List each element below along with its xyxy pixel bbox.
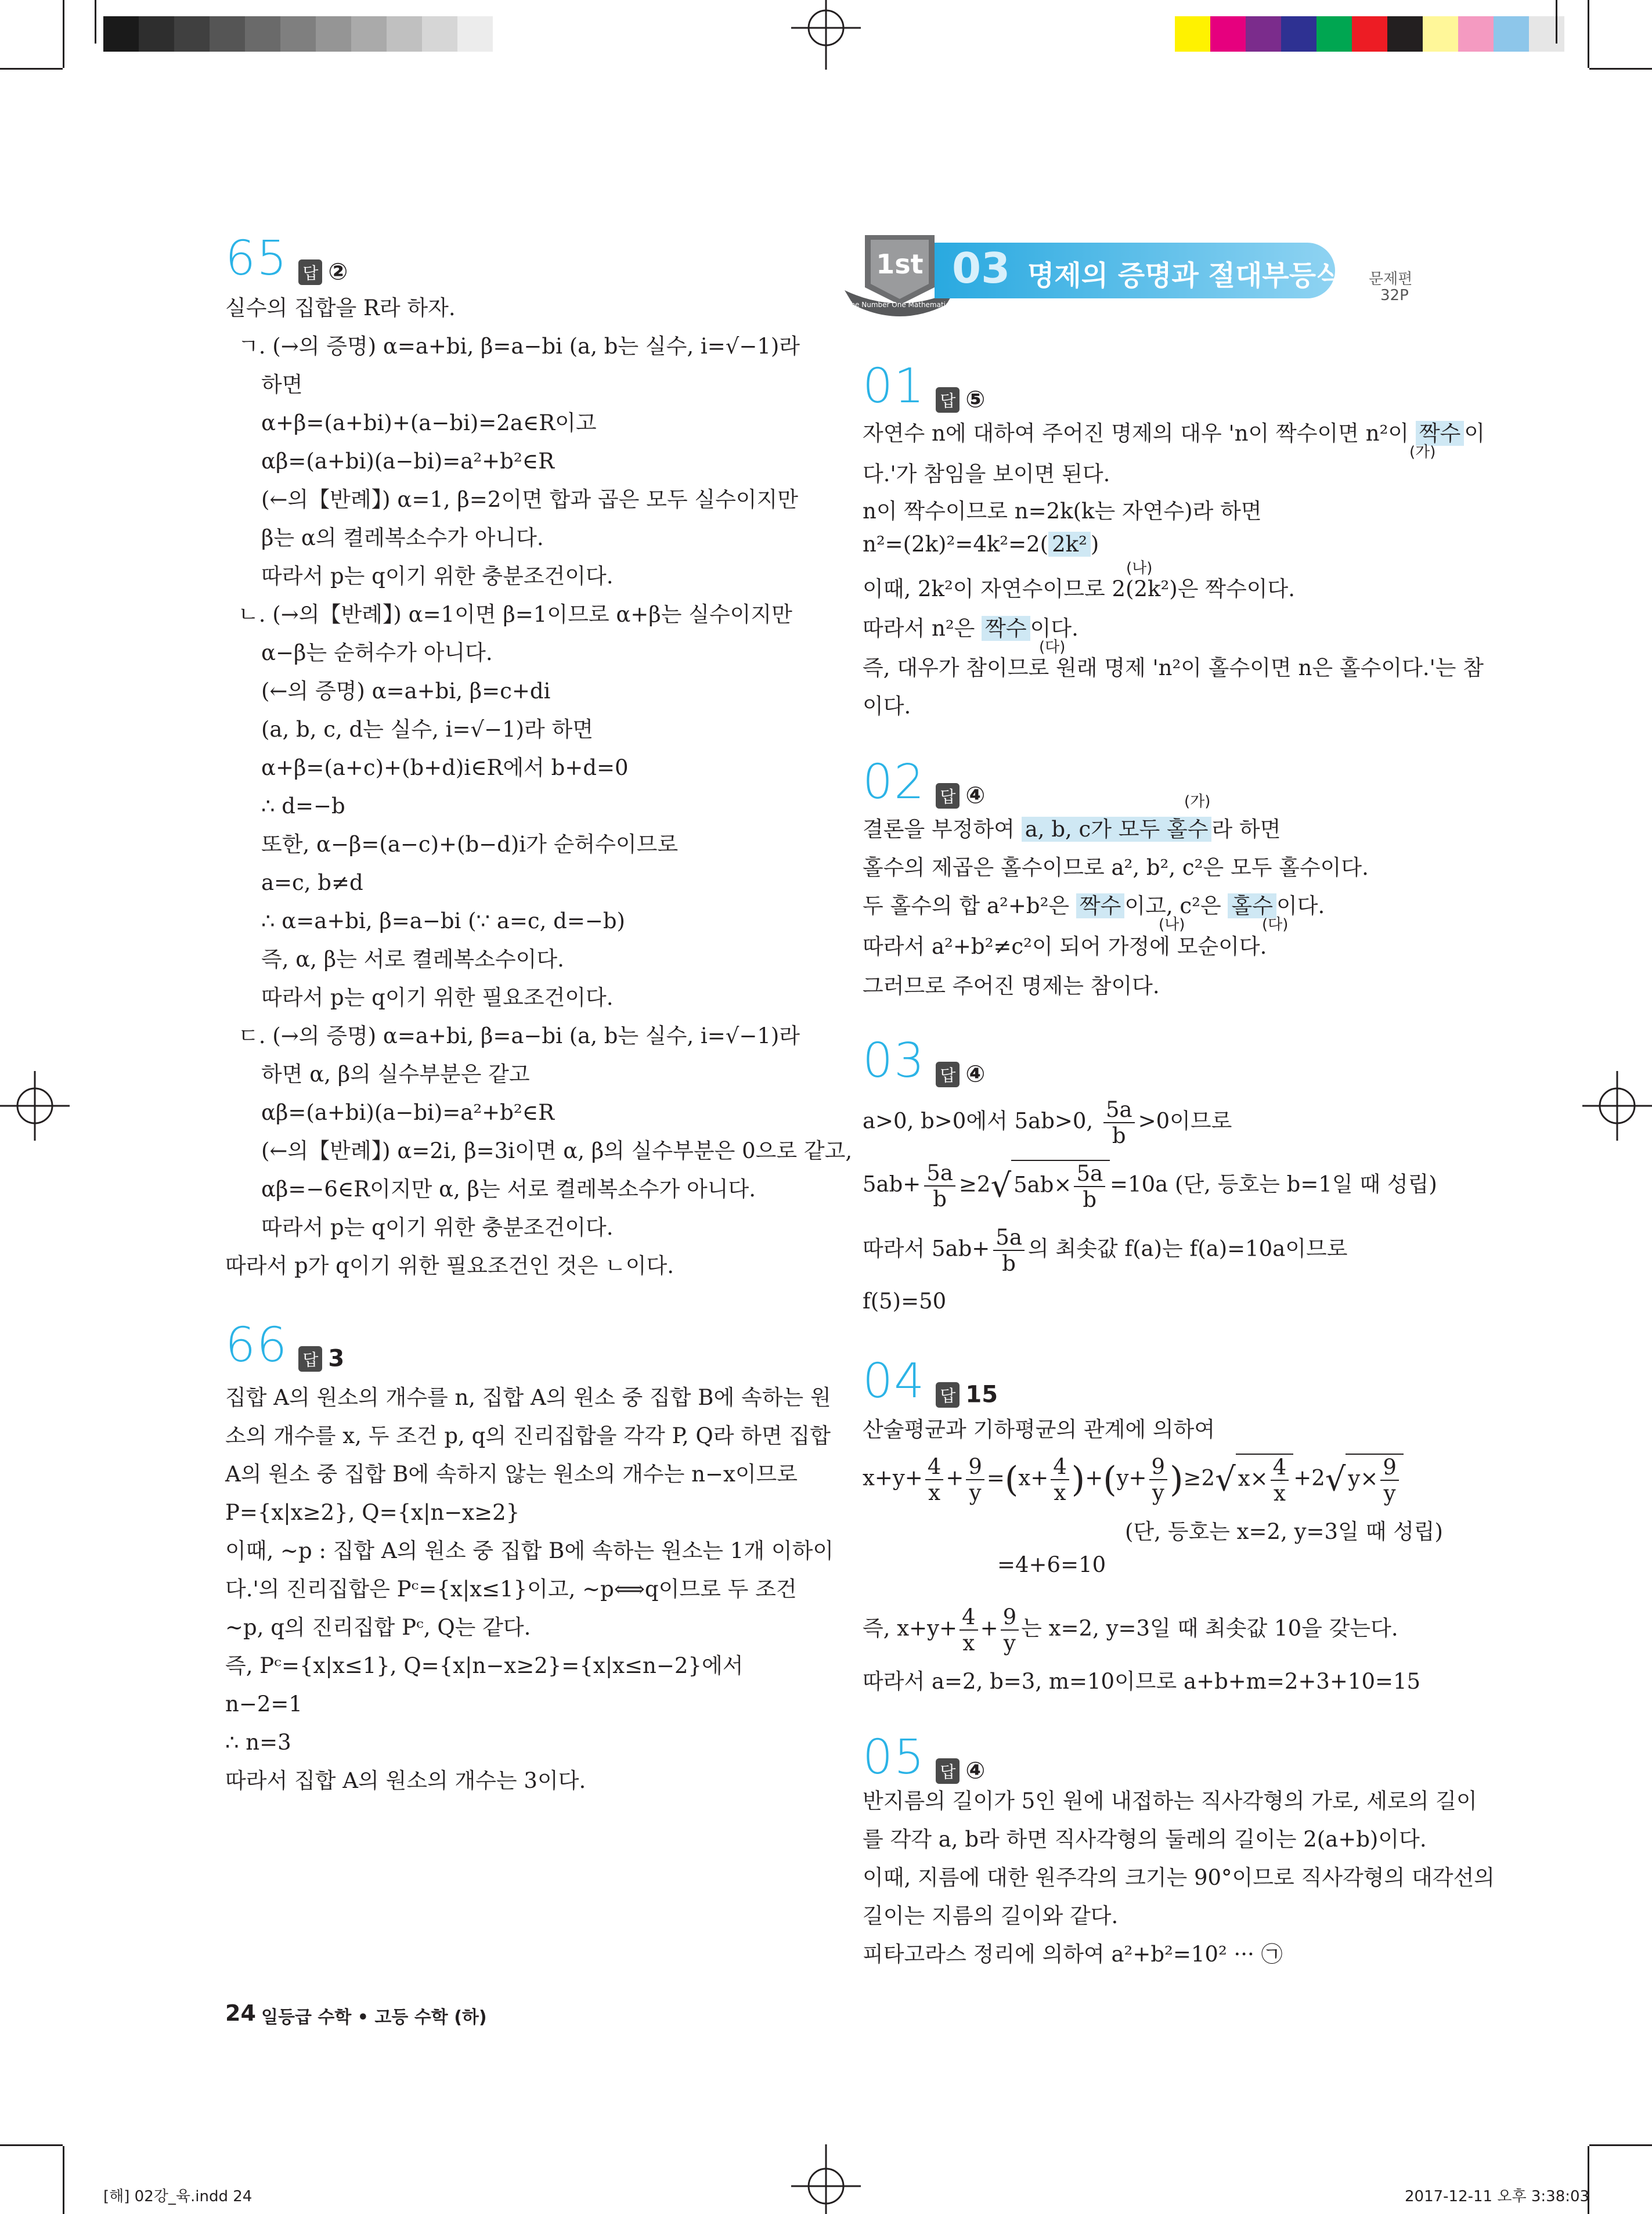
denominator: x [1054, 1480, 1066, 1505]
text-line: 실수의 집합을 R라 하자. [225, 295, 456, 320]
answer-value: 15 [965, 1381, 998, 1408]
question-05-solution [863, 1782, 1495, 1974]
fraction [1103, 1097, 1135, 1148]
question-number: 66 [225, 1318, 288, 1373]
text-line [863, 532, 1099, 557]
answer-value: ⑤ [965, 386, 986, 413]
text-segment: +2 [1293, 1465, 1325, 1491]
text-line: α−β는 순허수가 아니다. [261, 640, 493, 665]
color-swatch [1316, 16, 1352, 52]
highlighted-answer: 홀수 [1228, 893, 1276, 918]
formula-line [863, 1097, 1232, 1148]
text-line: α+β=(a+bi)+(a−bi)=2a∈R이고 [261, 410, 597, 435]
text-line: 소의 개수를 x, 두 조건 p, q의 진리집합을 각각 P, Q라 하면 집합 [225, 1423, 831, 1448]
text-segment: 이다. [1276, 893, 1325, 918]
text-line: 이때, 지름에 대한 원주각의 크기는 90°이므로 직사각형의 대각선의 [863, 1865, 1495, 1890]
gray-swatch [387, 16, 422, 52]
text-line: (단, 등호는 x=2, y=3일 때 성립) [1125, 1519, 1443, 1544]
fraction [1001, 1604, 1019, 1656]
gray-swatch [245, 16, 280, 52]
question-65-header [225, 231, 348, 286]
crop-mark [0, 68, 63, 70]
radical-sign: √ [1215, 1461, 1236, 1499]
question-02-header [863, 755, 985, 810]
answer-value: 3 [328, 1345, 345, 1372]
text-line: 즉, 대우가 참이므로 원래 명제 'n²이 홀수이면 n은 홀수이다.'는 참 [863, 655, 1484, 680]
color-swatch [1175, 16, 1210, 52]
text-segment: = [986, 1465, 1005, 1491]
text-line: 따라서 a²+b²≠c²이 되어 가정에 모순이다. [863, 934, 1267, 959]
denominator: y [1152, 1480, 1164, 1505]
radicand [1236, 1454, 1293, 1506]
question-04-header [863, 1354, 998, 1409]
text-line: 반지름의 길이가 5인 원에 내접하는 직사각형의 가로, 세로의 길이 [863, 1788, 1477, 1813]
text-line: ㄱ. (→의 증명) α=a+bi, β=a−bi (a, b는 실수, i=√−1)라 [238, 334, 800, 359]
text-line: ㄴ. (→의【반례】) α=1이면 β=1이므로 α+β는 실수이지만 [238, 602, 792, 627]
crop-mark [1588, 0, 1589, 68]
formula-line [863, 1454, 1404, 1506]
text-line: 따라서 집합 A의 원소의 개수는 3이다. [225, 1768, 586, 1793]
crop-mark [63, 2146, 64, 2214]
text-line: 홀수의 제곱은 홀수이므로 a², b², c²은 모두 홀수이다. [863, 855, 1369, 880]
crop-mark [1556, 0, 1557, 44]
page-reference-number: 32P [1380, 287, 1409, 304]
crop-mark [63, 0, 64, 68]
text-segment: × [1360, 1466, 1379, 1491]
fraction [993, 1225, 1025, 1276]
color-swatch [1529, 16, 1564, 52]
numerator: 4 [925, 1454, 944, 1480]
book-title: 일등급 수학 • 고등 수학 (하) [261, 2007, 487, 2028]
paren: ( [1103, 1459, 1117, 1500]
text-segment: y [1348, 1466, 1361, 1491]
denominator: b [1083, 1187, 1097, 1212]
text-line: 다.'가 참임을 보이면 된다. [863, 461, 1110, 486]
page-reference-label: 문제편 [1369, 271, 1413, 288]
paren: ( [1004, 1459, 1019, 1500]
radical-sign: √ [990, 1167, 1012, 1205]
question-65-solution [225, 289, 853, 1285]
question-number: 65 [225, 231, 288, 286]
crop-mark [0, 2144, 63, 2146]
text-segment: 따라서 n²은 [863, 616, 975, 641]
numerator: 5a [993, 1225, 1025, 1251]
blank-label: (가) [1184, 793, 1211, 810]
text-line: ~p, q의 진리집합 Pᶜ, Q는 같다. [225, 1615, 531, 1640]
fraction [1380, 1455, 1399, 1506]
blank-label: (나) [1126, 560, 1153, 577]
color-swatch [1494, 16, 1529, 52]
color-swatch [1458, 16, 1494, 52]
emblem-subtext: The Number One Mathematics [846, 301, 953, 309]
question-number: 02 [863, 755, 926, 810]
fraction [960, 1604, 978, 1656]
radical-sign: √ [1325, 1461, 1346, 1499]
gray-swatch [280, 16, 316, 52]
text-segment: ≥2 [958, 1171, 991, 1197]
numerator: 4 [960, 1604, 978, 1631]
text-segment: + [946, 1465, 964, 1491]
denominator: x [962, 1631, 975, 1656]
text-line: 피타고라스 정리에 의하여 a²+b²=10² ··· ㉠ [863, 1942, 1283, 1967]
text-segment: 두 홀수의 합 a²+b²은 [863, 893, 1070, 918]
numerator: 9 [1001, 1604, 1019, 1631]
text-line: 이때, ~p : 집합 A의 원소 중 집합 B에 속하는 원소는 1개 이하이 [225, 1538, 834, 1563]
question-05-header [863, 1730, 985, 1785]
text-line: (←의 증명) α=a+bi, β=c+di [261, 679, 551, 704]
text-segment: + [980, 1616, 998, 1641]
numerator: 5a [1103, 1097, 1135, 1123]
text-line: 따라서 p가 q이기 위한 필요조건인 것은 ㄴ이다. [225, 1253, 674, 1278]
text-segment: x [1018, 1465, 1031, 1491]
question-01-header [863, 359, 985, 414]
chapter-number: 03 [952, 244, 1011, 293]
highlighted-answer: 2k² [1048, 532, 1091, 557]
highlighted-answer: a, b, c가 모두 홀수 [1022, 817, 1212, 842]
numerator: 5a [1074, 1161, 1105, 1187]
paren: ) [1071, 1459, 1085, 1500]
fraction [966, 1454, 984, 1505]
formula-line [863, 1604, 1398, 1656]
text-segment: 이다. [1030, 616, 1079, 641]
registration-mark-right [1582, 1071, 1652, 1141]
text-segment: 의 최솟값 f(a)는 f(a)=10a이므로 [1027, 1236, 1348, 1261]
text-segment: + [1030, 1465, 1049, 1491]
question-number: 01 [863, 359, 926, 414]
denominator: y [1383, 1481, 1396, 1506]
text-line: αβ=−6∈R이지만 α, β는 서로 켤레복소수가 아니다. [261, 1177, 756, 1202]
text-segment: 5ab+ [863, 1171, 921, 1197]
question-66-solution [225, 1379, 834, 1800]
text-segment: ) [1090, 532, 1099, 557]
text-line: 따라서 p는 q이기 위한 필요조건이다. [261, 985, 614, 1010]
text-segment: × [1250, 1466, 1268, 1491]
text-line: 즉, Pᶜ={x|x≤1}, Q={x|n−x≥2}={x|x≤n−2}에서 [225, 1653, 744, 1678]
denominator: y [969, 1480, 982, 1505]
answer-value: ④ [965, 1061, 986, 1088]
text-segment: 5ab× [1013, 1172, 1072, 1198]
text-line: 하면 [261, 372, 303, 397]
gray-swatch [316, 16, 351, 52]
text-line: 따라서 p는 q이기 위한 충분조건이다. [261, 1215, 614, 1240]
text-line: 이다. [863, 694, 911, 719]
text-line: ㄷ. (→의 증명) α=a+bi, β=a−bi (a, b는 실수, i=√−1)라 [238, 1023, 800, 1048]
crop-mark [1589, 2144, 1652, 2146]
registration-mark-bottom [791, 2144, 861, 2214]
text-line: 다.'의 진리집합은 Pᶜ={x|x≤1}이고, ~p⟺q이므로 두 조건 [225, 1577, 797, 1602]
chapter-title: 명제의 증명과 절대부등식 [1027, 259, 1343, 292]
text-line: P={x|x≥2}, Q={x|n−x≥2} [225, 1500, 520, 1525]
gray-swatch [103, 16, 139, 52]
answer-badge: 답 [936, 1758, 960, 1784]
color-swatch [1210, 16, 1246, 52]
blank-label: (가) [1409, 443, 1436, 461]
text-line: n이 짝수이므로 n=2k(k는 자연수)라 하면 [863, 499, 1262, 524]
denominator: y [1003, 1631, 1016, 1656]
answer-value: ④ [965, 1757, 986, 1784]
text-segment: x+y+ [863, 1465, 923, 1491]
text-segment: a>0, b>0에서 5ab>0, [863, 1108, 1094, 1134]
color-swatch [1352, 16, 1387, 52]
answer-value: ④ [965, 782, 986, 809]
numerator: 9 [1149, 1454, 1168, 1480]
cmyk-color-bar [1175, 16, 1564, 52]
gray-swatch [422, 16, 457, 52]
text-line: ∴ d=−b [261, 794, 345, 818]
text-line: a=c, b≠d [261, 870, 363, 895]
denominator: x [928, 1480, 940, 1505]
text-line: 이때, 2k²이 자연수이므로 2(2k²)은 짝수이다. [863, 576, 1295, 601]
text-line: A의 원소 중 집합 B에 속하지 않는 원소의 개수는 n−x이므로 [225, 1462, 798, 1487]
text-segment: n²=(2k)²=4k²=2( [863, 532, 1049, 557]
gray-swatch [351, 16, 387, 52]
question-03-header [863, 1033, 985, 1088]
color-swatch [1246, 16, 1281, 52]
gray-swatch [210, 16, 245, 52]
text-segment: 따라서 5ab+ [863, 1236, 990, 1261]
text-segment: >0이므로 [1138, 1108, 1232, 1134]
blank-label: (다) [1039, 639, 1066, 656]
text-line: 산술평균과 기하평균의 관계에 의하여 [863, 1417, 1215, 1442]
denominator: b [1002, 1251, 1016, 1276]
text-line: 또한, α−β=(a−c)+(b−d)i가 순허수이므로 [261, 832, 679, 857]
text-segment: ≥2 [1183, 1465, 1215, 1491]
gray-swatch [139, 16, 174, 52]
color-swatch [1281, 16, 1316, 52]
numerator: 4 [1051, 1454, 1069, 1480]
text-line: αβ=(a+bi)(a−bi)=a²+b²∈R [261, 1100, 554, 1125]
crop-mark [95, 0, 96, 44]
highlighted-answer: 짝수 [1076, 893, 1124, 918]
numerator: 4 [1271, 1455, 1289, 1481]
text-line: αβ=(a+bi)(a−bi)=a²+b²∈R [261, 449, 554, 474]
text-segment: + [1128, 1465, 1147, 1491]
text-line: 즉, α, β는 서로 켤레복소수이다. [261, 947, 564, 972]
registration-mark-left [0, 1071, 70, 1141]
fraction [924, 1160, 955, 1211]
answer-badge: 답 [936, 1382, 960, 1408]
formula-line [863, 1160, 1437, 1212]
color-swatch [1423, 16, 1458, 52]
text-line [863, 812, 1281, 843]
text-segment: x [1238, 1466, 1250, 1491]
blank-label: (나) [1159, 916, 1185, 933]
question-number: 04 [863, 1354, 926, 1409]
numerator: 5a [924, 1160, 955, 1187]
gray-color-bar [103, 16, 493, 52]
text-segment: 즉, x+y+ [863, 1616, 958, 1641]
answer-badge: 답 [936, 1062, 960, 1087]
numerator: 9 [1380, 1455, 1399, 1481]
text-line: 를 각각 a, b라 하면 직사각형의 둘레의 길이는 2(a+b)이다. [863, 1827, 1427, 1852]
text-line: f(5)=50 [863, 1289, 947, 1314]
gray-swatch [457, 16, 493, 52]
fraction [1149, 1454, 1168, 1505]
answer-badge: 답 [298, 259, 322, 285]
radicand [1011, 1160, 1110, 1212]
text-line: 따라서 a=2, b=3, m=10이므로 a+b+m=2+3+10=15 [863, 1669, 1421, 1694]
text-segment: y [1116, 1465, 1129, 1491]
text-segment: 는 x=2, y=3일 때 최솟값 10을 갖는다. [1021, 1616, 1398, 1641]
fraction [1271, 1455, 1289, 1506]
text-line: 집합 A의 원소의 개수를 n, 집합 A의 원소 중 집합 B에 속하는 원 [225, 1385, 831, 1410]
print-timestamp: 2017-12-11 오후 3:38:03 [1405, 2188, 1590, 2205]
question-number: 03 [863, 1033, 926, 1088]
gray-swatch [174, 16, 210, 52]
answer-value: ② [328, 258, 348, 286]
blank-label: (다) [1262, 916, 1289, 933]
crop-mark [1589, 68, 1652, 70]
page-number: 24 [225, 2000, 256, 2026]
fraction [1074, 1161, 1105, 1212]
text-segment: 이 [1464, 421, 1485, 446]
registration-mark-top [791, 0, 861, 70]
text-segment: 결론을 부정하여 [863, 817, 1015, 842]
paren: ) [1170, 1459, 1184, 1500]
text-line: β는 α의 켤레복소수가 아니다. [261, 525, 544, 550]
text-line: ∴ n=3 [225, 1730, 291, 1755]
text-line: 하면 α, β의 실수부분은 같고 [261, 1062, 530, 1087]
text-line: =4+6=10 [997, 1552, 1106, 1577]
numerator: 9 [966, 1454, 984, 1480]
text-line: α+β=(a+c)+(b+d)i∈R에서 b+d=0 [261, 755, 629, 780]
radicand [1346, 1454, 1403, 1506]
text-line: (←의【반례】) α=1, β=2이면 합과 곱은 모두 실수이지만 [261, 487, 799, 512]
denominator: b [933, 1187, 947, 1211]
color-swatch [1387, 16, 1423, 52]
denominator: x [1273, 1481, 1286, 1506]
emblem-text: 1st [876, 248, 924, 280]
text-line: (←의【반례】) α=2i, β=3i이면 α, β의 실수부분은 0으로 같고, [261, 1138, 853, 1163]
text-segment: 이고, c²은 [1124, 893, 1221, 918]
formula-line [863, 1225, 1348, 1276]
highlighted-answer: 짝수 [982, 616, 1030, 641]
text-line: 따라서 p는 q이기 위한 충분조건이다. [261, 564, 614, 589]
text-line [863, 416, 1485, 447]
text-line: 길이는 지름의 길이와 같다. [863, 1903, 1119, 1928]
fraction [1051, 1454, 1069, 1505]
question-number: 05 [863, 1730, 926, 1785]
text-segment: =10a (단, 등호는 b=1일 때 성립) [1110, 1171, 1437, 1197]
denominator: b [1112, 1123, 1126, 1148]
text-segment: 라 하면 [1211, 817, 1281, 842]
answer-badge: 답 [298, 1346, 322, 1372]
answer-badge: 답 [936, 387, 960, 413]
text-line: 그러므로 주어진 명제는 참이다. [863, 973, 1160, 998]
file-slug: [해] 02강_육.indd 24 [103, 2188, 253, 2205]
text-line: ∴ α=a+bi, β=a−bi (∵ a=c, d=−b) [261, 908, 625, 933]
question-66-header [225, 1318, 344, 1373]
text-segment: 자연수 n에 대하여 주어진 명제의 대우 'n이 짝수이면 n²이 [863, 421, 1409, 446]
answer-badge: 답 [936, 783, 960, 809]
text-segment: + [1085, 1465, 1103, 1491]
fraction [925, 1454, 944, 1505]
text-line [863, 888, 1325, 920]
text-line: n−2=1 [225, 1692, 302, 1717]
text-line: (a, b, c, d는 실수, i=√−1)라 하면 [261, 717, 594, 742]
highlighted-answer: 짝수 [1416, 421, 1464, 446]
